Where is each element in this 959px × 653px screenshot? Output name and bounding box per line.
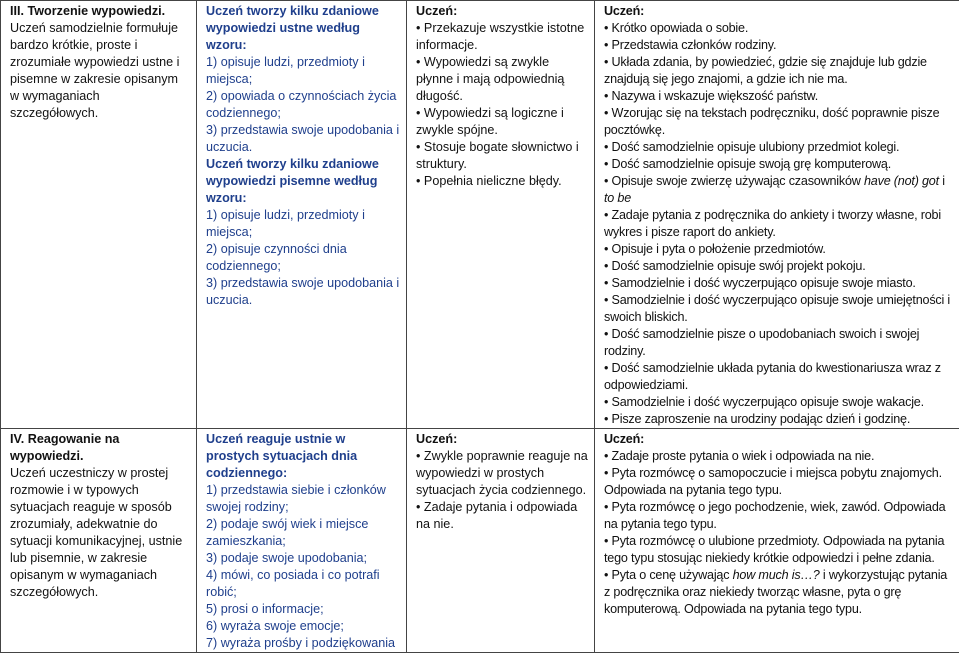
tense-text: Opisuje swoje zwierzę używając czasowników <box>612 174 864 188</box>
example-bullet: • Przedstawia członków rodziny. <box>604 37 953 54</box>
criteria-cell <box>407 429 595 653</box>
student-label: Uczeń: <box>604 431 953 448</box>
examples-cell <box>595 429 959 653</box>
example-bullet-tenses <box>604 173 953 207</box>
example-bullet: • Pyta rozmówcę o ulubione przedmioty. Odpowiada na pytania tego typu stosując niekiedy krótkie odpowiedzi i pełne zdania. <box>604 533 953 567</box>
table-row <box>1 1 959 429</box>
example-bullet: • Samodzielnie i dość wyczerpująco opisuje swoje umiejętności i swoich bliskich. <box>604 292 953 326</box>
criteria-bullet: • Wypowiedzi są zwykle płynne i mają odpowiednią długość. <box>416 54 588 105</box>
example-bullet: • Dość samodzielnie układa pytania do kwestionariusza wraz z odpowiedziami. <box>604 360 953 394</box>
examples-cell <box>595 1 959 429</box>
price-italic: how much is…? <box>733 568 820 582</box>
price-text: Pyta o cenę używając <box>612 568 733 582</box>
example-bullet: • Dość samodzielnie opisuje swoją grę komputerową. <box>604 156 953 173</box>
example-bullet: • Pyta rozmówcę o samopoczucie i miejsca pobytu znajomych. Odpowiada na pytania tego typu. <box>604 465 953 499</box>
section-description: Uczeń uczestniczy w prostej rozmowie i w typowych sytuacjach reaguje w sposób zrozumiały, adekwatnie do sytuacji komunikacyjnej, ustnie lub pisemnie, w zakresie opisanym w wymaganiach szczegółowych. <box>10 465 190 601</box>
requirement-item: 4) mówi, co posiada i co potrafi robić; <box>206 567 400 601</box>
skill-area-cell <box>1 429 197 653</box>
criteria-cell <box>407 1 595 429</box>
requirement-item: 6) wyraża swoje emocje; <box>206 618 400 635</box>
example-bullet: • Samodzielnie i dość wyczerpująco opisuje swoje miasto. <box>604 275 953 292</box>
criteria-bullet: • Wypowiedzi są logiczne i zwykle spójne. <box>416 105 588 139</box>
skill-area-cell <box>1 1 197 429</box>
section-description: Uczeń samodzielnie formułuje bardzo krótkie, proste i zrozumiałe wypowiedzi ustne i pisemne w zakresie opisanym w wymaganiach szczegółowych. <box>10 20 190 122</box>
requirement-item: 2) opisuje czynności dnia codziennego; <box>206 241 400 275</box>
criteria-bullet: • Stosuje bogate słownictwo i struktury. <box>416 139 588 173</box>
student-label: Uczeń: <box>416 431 588 448</box>
example-bullet: • Wzorując się na tekstach podręczniku, dość poprawnie pisze pocztówkę. <box>604 105 953 139</box>
example-bullet: • Zadaje pytania z podręcznika do ankiety i tworzy własne, robi wykres i pisze raport do ankiety. <box>604 207 953 241</box>
criteria-bullet: • Zadaje pytania i odpowiada na nie. <box>416 499 588 533</box>
criteria-bullet: • Popełnia nieliczne błędy. <box>416 173 588 190</box>
requirement-item: 3) przedstawia swoje upodobania i uczucia. <box>206 122 400 156</box>
student-label: Uczeń: <box>416 3 588 20</box>
example-bullet: • Pyta rozmówcę o jego pochodzenie, wiek, zawód. Odpowiada na pytania tego typu. <box>604 499 953 533</box>
requirements-intro: Uczeń tworzy kilku zdaniowe wypowiedzi ustne według wzoru: <box>206 3 400 54</box>
requirement-item: 3) przedstawia swoje upodobania i uczucia. <box>206 275 400 309</box>
requirement-item: 3) podaje swoje upodobania; <box>206 550 400 567</box>
example-bullet: • Dość samodzielnie opisuje ulubiony przedmiot kolegi. <box>604 139 953 156</box>
criteria-bullet: • Przekazuje wszystkie istotne informacje. <box>416 20 588 54</box>
price-text: i wykorzystując pytania z podręcznika oraz niekiedy tworząc własne, pyta o grę komputerową. Odpowiada na pytania tego typu. <box>604 568 947 616</box>
requirements-cell <box>197 429 407 653</box>
example-bullet: • Opisuje i pyta o położenie przedmiotów. <box>604 241 953 258</box>
tense-italic: to be <box>604 191 631 205</box>
requirements-intro: Uczeń reaguje ustnie w prostych sytuacjach dnia codziennego: <box>206 431 400 482</box>
example-bullet: • Układa zdania, by powiedzieć, gdzie się znajduje lub gdzie znajdują się jego znajomi, a gdzie ich nie ma. <box>604 54 953 88</box>
example-bullet: • Pisze zaproszenie na urodziny podając dzień i godzinę. <box>604 411 953 428</box>
requirement-item: 5) prosi o informacje; <box>206 601 400 618</box>
requirement-item: 2) opowiada o czynnościach życia codziennego; <box>206 88 400 122</box>
table-row <box>1 429 959 653</box>
example-bullet: • Nazywa i wskazuje większość państw. <box>604 88 953 105</box>
requirement-item: 7) wyraża prośby i podziękowania <box>206 635 400 652</box>
example-bullet-price <box>604 567 953 618</box>
requirements-cell <box>197 1 407 429</box>
section-heading: III. Tworzenie wypowiedzi. <box>10 3 190 20</box>
requirements-intro: Uczeń tworzy kilku zdaniowe wypowiedzi pisemne według wzoru: <box>206 156 400 207</box>
tense-text: i <box>939 174 945 188</box>
section-heading: IV. Reagowanie na wypowiedzi. <box>10 431 190 465</box>
requirement-item: 1) opisuje ludzi, przedmioty i miejsca; <box>206 207 400 241</box>
criteria-bullet: • Zwykle poprawnie reaguje na wypowiedzi w prostych sytuacjach życia codziennego. <box>416 448 588 499</box>
requirement-item: 2) podaje swój wiek i miejsce zamieszkania; <box>206 516 400 550</box>
tense-italic: have (not) got <box>864 174 939 188</box>
example-bullet: • Samodzielnie i dość wyczerpująco opisuje swoje wakacje. <box>604 394 953 411</box>
example-bullet: • Dość samodzielnie pisze o upodobaniach swoich i swojej rodziny. <box>604 326 953 360</box>
example-bullet: • Dość samodzielnie opisuje swój projekt pokoju. <box>604 258 953 275</box>
requirement-item: 1) opisuje ludzi, przedmioty i miejsca; <box>206 54 400 88</box>
student-label: Uczeń: <box>604 3 953 20</box>
example-bullet: • Krótko opowiada o sobie. <box>604 20 953 37</box>
example-bullet: • Zadaje proste pytania o wiek i odpowiada na nie. <box>604 448 953 465</box>
requirement-item: 1) przedstawia siebie i członków swojej rodziny; <box>206 482 400 516</box>
